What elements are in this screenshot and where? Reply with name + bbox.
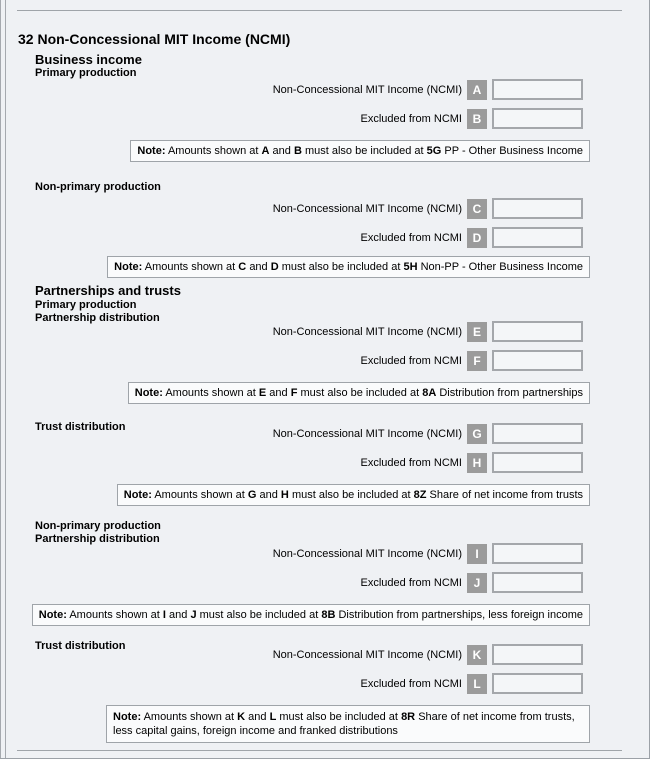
bottom-rule <box>17 750 622 751</box>
field-input-k[interactable] <box>492 644 583 665</box>
note-text: and <box>248 711 267 723</box>
field-input-i[interactable] <box>492 543 583 564</box>
field-row-i <box>0 543 583 564</box>
field-label-j: Excluded from NCMI <box>360 576 462 589</box>
note-target-text: Share of net income from trusts, less capital gains, foreign income and franked distributions <box>113 711 575 737</box>
field-label-a: Non-Concessional MIT Income (NCMI) <box>272 83 462 96</box>
note-code-ref: B <box>293 145 302 157</box>
note-code-ref: G <box>247 489 257 501</box>
field-input-h[interactable] <box>492 452 583 473</box>
subheading-trust-distribution: Trust distribution <box>35 421 126 433</box>
note-target-text: Non-PP - Other Business Income <box>420 261 583 273</box>
subheading-partnership-distribution: Partnership distribution <box>35 533 160 545</box>
field-label-h: Excluded from NCMI <box>360 456 462 469</box>
field-row-b <box>0 108 583 129</box>
note-code-ref: D <box>270 261 279 273</box>
note-code-ref: I <box>162 609 166 621</box>
note-text: and <box>272 145 291 157</box>
note-text: must also be included at <box>291 489 411 501</box>
note-target-text: Distribution from partnerships <box>439 387 583 399</box>
note-box-3 <box>128 382 590 404</box>
field-row-c <box>0 198 583 219</box>
note-code-ref: E <box>258 387 267 399</box>
note-box-1 <box>130 140 590 162</box>
note-text: and <box>249 261 268 273</box>
note-line-2 <box>0 256 590 278</box>
field-label-k: Non-Concessional MIT Income (NCMI) <box>272 648 462 661</box>
note-text: must also be included at <box>304 145 424 157</box>
note-box-6 <box>106 705 590 743</box>
note-text: must also be included at <box>300 387 420 399</box>
subheading-non-primary-production: Non-primary production <box>35 520 161 532</box>
field-label-f: Excluded from NCMI <box>360 354 462 367</box>
field-row-h <box>0 452 583 473</box>
note-target-ref: 8A <box>422 387 437 399</box>
note-text: and <box>259 489 278 501</box>
note-prefix: Note: <box>134 387 163 399</box>
field-input-e[interactable] <box>492 321 583 342</box>
field-code-badge-k: K <box>467 645 487 665</box>
field-code-badge-b: B <box>467 109 487 129</box>
field-code-badge-a: A <box>467 80 487 100</box>
field-input-b[interactable] <box>492 108 583 129</box>
note-prefix: Note: <box>114 261 143 273</box>
note-text: Amounts shown at <box>143 711 235 723</box>
field-code-badge-i: I <box>467 544 487 564</box>
field-code-badge-l: L <box>467 674 487 694</box>
note-text: Amounts shown at <box>167 145 259 157</box>
field-input-l[interactable] <box>492 673 583 694</box>
note-prefix: Note: <box>113 711 142 723</box>
field-code-badge-c: C <box>467 199 487 219</box>
note-line-6 <box>0 705 590 743</box>
note-code-ref: F <box>290 387 298 399</box>
note-target-text: PP - Other Business Income <box>444 145 583 157</box>
note-text: Amounts shown at <box>144 261 236 273</box>
note-prefix: Note: <box>38 609 67 621</box>
field-label-b: Excluded from NCMI <box>360 112 462 125</box>
note-target-text: Share of net income from trusts <box>429 489 583 501</box>
note-text: must also be included at <box>281 261 401 273</box>
note-target-ref: 8Z <box>413 489 427 501</box>
note-line-5 <box>0 604 590 626</box>
field-code-badge-g: G <box>467 424 487 444</box>
group-heading-partnerships-trusts: Partnerships and trusts <box>35 283 181 298</box>
note-code-ref: L <box>269 711 277 723</box>
note-box-5 <box>32 604 590 626</box>
note-target-ref: 8B <box>321 609 336 621</box>
field-label-c: Non-Concessional MIT Income (NCMI) <box>272 202 462 215</box>
field-row-d <box>0 227 583 248</box>
field-input-c[interactable] <box>492 198 583 219</box>
note-target-ref: 5G <box>426 145 442 157</box>
note-code-ref: H <box>280 489 289 501</box>
field-label-i: Non-Concessional MIT Income (NCMI) <box>272 547 462 560</box>
subheading-partnership-distribution: Partnership distribution <box>35 312 160 324</box>
field-label-l: Excluded from NCMI <box>360 677 462 690</box>
note-text: Amounts shown at <box>69 609 160 621</box>
note-text: and <box>269 387 288 399</box>
field-code-badge-d: D <box>467 228 487 248</box>
field-input-j[interactable] <box>492 572 583 593</box>
field-code-badge-f: F <box>467 351 487 371</box>
subheading-primary-production: Primary production <box>35 299 137 311</box>
note-code-ref: J <box>190 609 197 621</box>
field-row-a <box>0 79 583 100</box>
note-target-ref: 8R <box>401 711 416 723</box>
subheading-non-primary-production: Non-primary production <box>35 181 161 193</box>
note-box-2 <box>107 256 590 278</box>
field-input-f[interactable] <box>492 350 583 371</box>
subheading-trust-distribution: Trust distribution <box>35 640 126 652</box>
note-code-ref: C <box>238 261 247 273</box>
note-line-1 <box>0 140 590 162</box>
note-target-text: Distribution from partnerships, less foreign income <box>338 609 583 621</box>
field-row-j <box>0 572 583 593</box>
field-code-badge-h: H <box>467 453 487 473</box>
field-input-a[interactable] <box>492 79 583 100</box>
note-text: Amounts shown at <box>154 489 245 501</box>
note-text: must also be included at <box>199 609 319 621</box>
field-code-badge-j: J <box>467 573 487 593</box>
note-text: must also be included at <box>279 711 398 723</box>
field-row-f <box>0 350 583 371</box>
note-line-4 <box>0 484 590 506</box>
form-title: 32 Non-Concessional MIT Income (NCMI) <box>18 31 291 47</box>
subheading-primary-production: Primary production <box>35 67 137 79</box>
note-text: Amounts shown at <box>165 387 256 399</box>
note-prefix: Note: <box>123 489 152 501</box>
field-input-d[interactable] <box>492 227 583 248</box>
note-code-ref: A <box>261 145 270 157</box>
note-line-3 <box>0 382 590 404</box>
field-label-d: Excluded from NCMI <box>360 231 462 244</box>
note-target-ref: 5H <box>403 261 418 273</box>
note-box-4 <box>117 484 590 506</box>
note-code-ref: K <box>237 711 246 723</box>
group-heading-business-income: Business income <box>35 52 142 67</box>
note-text: and <box>169 609 188 621</box>
field-input-g[interactable] <box>492 423 583 444</box>
field-label-e: Non-Concessional MIT Income (NCMI) <box>272 325 462 338</box>
field-label-g: Non-Concessional MIT Income (NCMI) <box>272 427 462 440</box>
field-row-l <box>0 673 583 694</box>
note-prefix: Note: <box>137 145 166 157</box>
field-code-badge-e: E <box>467 322 487 342</box>
